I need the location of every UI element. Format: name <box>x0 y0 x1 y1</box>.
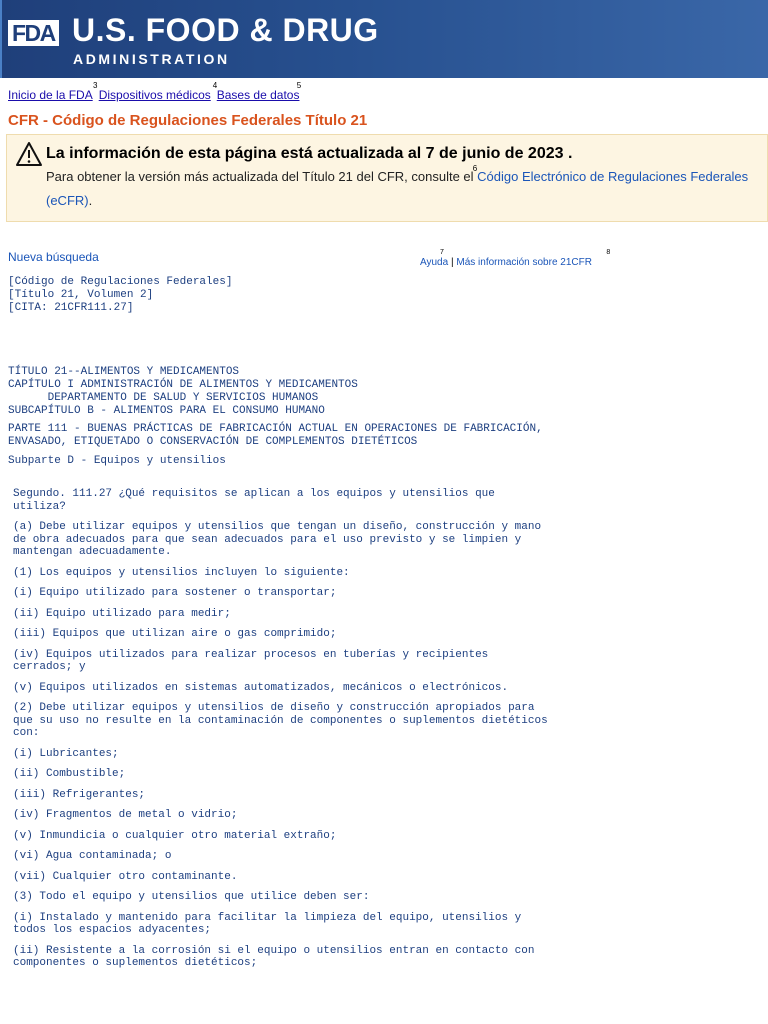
breadcrumb-label: Inicio de la FDA <box>8 88 93 102</box>
agency-name[interactable]: U.S. FOOD & DRUG <box>72 12 379 48</box>
paragraph: (2) Debe utilizar equipos y utensilios de diseño y construcción apropiados para que su uso no resulte en la contaminación de componentes o suplementos dietéticos con: <box>13 702 548 739</box>
section-body <box>13 488 633 978</box>
section-heading: Segundo. 111.27 ¿Qué requisitos se aplican a los equipos y utensilios que utiliza? <box>13 488 495 513</box>
footnote-ref: 4 <box>212 81 218 90</box>
paragraph: (iii) Refrigerantes; <box>13 788 146 801</box>
paragraph: (iv) Equipos utilizados para realizar procesos en tuberías y recipientes cerrados; y <box>13 648 489 673</box>
paragraph: (iii) Equipos que utilizan aire o gas comprimido; <box>13 628 337 640</box>
title-line: TÍTULO 21--ALIMENTOS Y MEDICAMENTOS <box>8 366 240 378</box>
notice-heading: La información de esta página está actualizada al 7 de junio de 2023 . <box>46 145 573 162</box>
paragraph: (1) Los equipos y utensilios incluyen lo siguiente: <box>13 566 350 579</box>
breadcrumb <box>8 81 305 102</box>
help-link-label: Ayuda <box>420 257 449 268</box>
footnote-ref: 7 <box>440 249 444 256</box>
update-notice <box>6 134 768 222</box>
paragraph: (ii) Combustible; <box>13 768 126 780</box>
paragraph: (i) Equipo utilizado para sostener o transportar; <box>13 587 337 599</box>
paragraph: (vi) Agua contaminada; o <box>13 850 172 862</box>
paragraph: (ii) Resistente a la corrosión si el equipo o utensilios entran en contacto con componentes o suplementos dietéticos; <box>13 944 535 969</box>
more-info-link[interactable] <box>456 249 611 268</box>
paragraph: (i) Lubricantes; <box>13 747 119 760</box>
citation-line: [CITA: 21CFR111.27] <box>8 302 134 314</box>
notice-text-end: . <box>88 193 93 208</box>
breadcrumb-label: Bases de datos <box>216 88 300 102</box>
part-line: PARTE 111 - BUENAS PRÁCTICAS DE FABRICACIÓN ACTUAL EN OPERACIONES DE FABRICACIÓN, ENVASADO, ETIQUETADO O CONSERVACIÓN DE COMPLEMENTOS DIETÉTICOS <box>8 423 543 448</box>
subchapter-line: SUBCAPÍTULO B - ALIMENTOS PARA EL CONSUMO HUMANO <box>8 405 325 417</box>
breadcrumb-medical-devices[interactable] <box>98 81 218 102</box>
subpart-line: Subparte D - Equipos y utensilios <box>8 455 226 467</box>
help-link[interactable] <box>420 249 449 268</box>
breadcrumb-label: Dispositivos médicos <box>98 88 211 102</box>
paragraph: (ii) Equipo utilizado para medir; <box>13 607 231 620</box>
new-search-link[interactable]: Nueva búsqueda <box>8 250 99 264</box>
footnote-ref: 6 <box>472 164 478 173</box>
citation-block <box>8 276 232 315</box>
paragraph: (vii) Cualquier otro contaminante. <box>13 870 238 883</box>
ecfr-link-label: Código Electrónico de Regulaciones Federales (eCFR) <box>46 169 749 208</box>
breadcrumb-fda-home[interactable] <box>8 81 98 102</box>
footnote-ref: 5 <box>296 81 302 90</box>
paragraph: (iv) Fragmentos de metal o vidrio; <box>13 809 238 821</box>
paragraph: (v) Inmundicia o cualquier otro material extraño; <box>13 829 337 842</box>
notice-body <box>46 165 756 213</box>
link-separator: | <box>450 257 454 268</box>
breadcrumb-databases[interactable] <box>216 81 302 102</box>
paragraph: (i) Instalado y mantenido para facilitar la limpieza del equipo, utensilios y todos los espacios adyacentes; <box>13 911 522 936</box>
paragraph: (3) Todo el equipo y utensilios que utilice deben ser: <box>13 891 370 903</box>
regulation-hierarchy <box>8 366 543 468</box>
agency-subtitle: ADMINISTRATION <box>73 51 230 67</box>
help-links <box>420 249 611 269</box>
citation-line: [Código de Regulaciones Federales] <box>8 276 233 288</box>
paragraph: (v) Equipos utilizados en sistemas automatizados, mecánicos o electrónicos. <box>13 681 509 694</box>
footnote-ref: 8 <box>606 249 611 256</box>
site-header <box>0 0 768 78</box>
notice-text: Para obtener la versión más actualizada del Título 21 del CFR, consulte el <box>46 169 474 184</box>
page-title: CFR - Código de Regulaciones Federales Título 21 <box>8 112 368 129</box>
chapter-line: CAPÍTULO I ADMINISTRACIÓN DE ALIMENTOS Y MEDICAMENTOS <box>8 379 358 391</box>
footnote-ref: 3 <box>93 81 98 90</box>
citation-line: [Título 21, Volumen 2] <box>8 289 154 301</box>
warning-icon <box>15 141 43 167</box>
fda-logo[interactable]: FDA <box>8 20 59 46</box>
more-info-link-label: Más información sobre 21CFR <box>456 257 592 268</box>
paragraph: (a) Debe utilizar equipos y utensilios que tengan un diseño, construcción y mano de obra adecuados para que sean adecuados para el uso previsto y se limpien y mantengan adecuadamente. <box>13 521 542 558</box>
department-line: DEPARTAMENTO DE SALUD Y SERVICIOS HUMANOS <box>8 392 319 404</box>
